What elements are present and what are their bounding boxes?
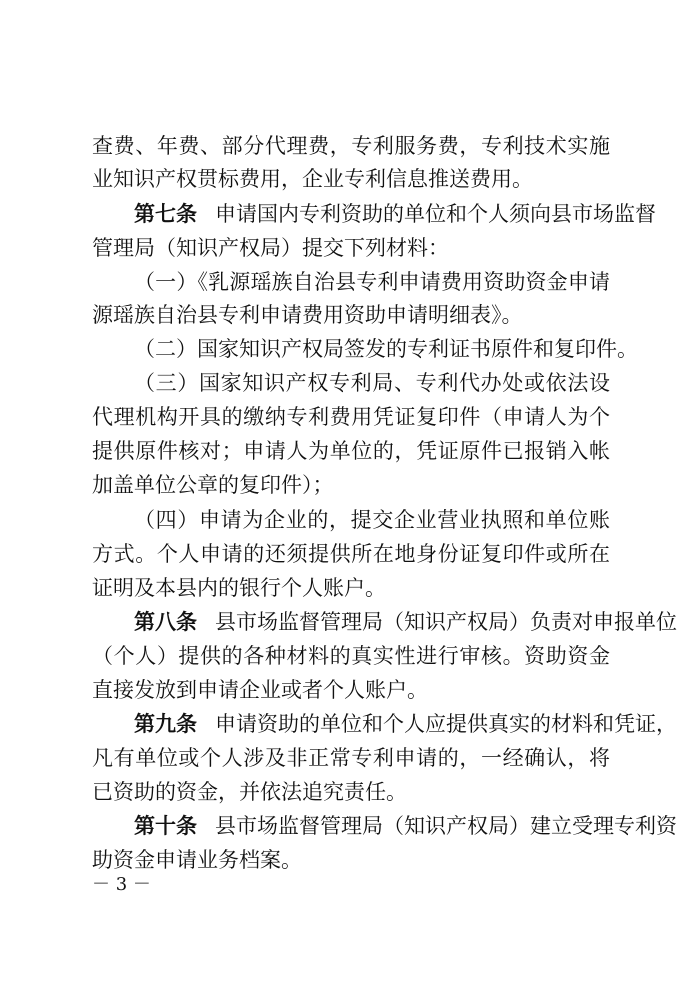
article-10-heading: 第十条 xyxy=(134,814,197,838)
paragraph-line: 方式。个人申请的还须提供所在地身份证复印件或所在 xyxy=(92,542,610,566)
paragraph-line: 提供原件核对；申请人为单位的，凭证原件已报销入帐 xyxy=(92,439,610,463)
paragraph-line: 证明及本县内的银行个人账户。 xyxy=(92,576,386,600)
paragraph-line: （三）国家知识产权专利局、专利代办处或依法设 xyxy=(134,371,610,395)
paragraph-line: 加盖单位公章的复印件）； xyxy=(92,473,334,497)
paragraph-line: 业知识产权贯标费用，企业专利信息推送费用。 xyxy=(92,167,533,191)
paragraph-line: （四）申请为企业的，提交企业营业执照和单位账 xyxy=(134,508,610,532)
paragraph-line: （一）《乳源瑶族自治县专利申请费用资助资金申请 xyxy=(134,270,610,294)
page-number: － 3 － xyxy=(92,874,151,895)
article-8-text: 县市场监督管理局（知识产权局）负责对申报单位 xyxy=(215,610,677,634)
paragraph-line: （二）国家知识产权局签发的专利证书原件和复印件。 xyxy=(134,337,638,361)
paragraph-line: 查费、年费、部分代理费，专利服务费，专利技术实施 xyxy=(92,134,610,158)
article-9-line xyxy=(134,712,677,736)
article-8-line xyxy=(134,610,677,634)
paragraph-line: 助资金申请业务档案。 xyxy=(92,848,302,872)
article-7-line xyxy=(134,202,656,226)
article-7-heading: 第七条 xyxy=(134,202,197,226)
article-7-text: 申请国内专利资助的单位和个人须向县市场监督 xyxy=(215,202,656,226)
article-10-line xyxy=(134,814,677,838)
article-9-heading: 第九条 xyxy=(134,712,197,736)
article-10-text: 县市场监督管理局（知识产权局）建立受理专利资 xyxy=(215,814,677,838)
article-8-heading: 第八条 xyxy=(134,610,197,634)
paragraph-line: 已资助的资金，并依法追究责任。 xyxy=(92,780,407,804)
paragraph-line: （个人）提供的各种材料的真实性进行审核。资助资金 xyxy=(92,644,610,668)
article-9-text: 申请资助的单位和个人应提供真实的材料和凭证， xyxy=(215,712,677,736)
paragraph-line: 凡有单位或个人涉及非正常专利申请的，一经确认，将 xyxy=(92,746,610,770)
paragraph-line: 源瑶族自治县专利申请费用资助申请明细表》。 xyxy=(92,303,523,327)
paragraph-line: 管理局（知识产权局）提交下列材料： xyxy=(92,236,449,260)
paragraph-line: 直接发放到申请企业或者个人账户。 xyxy=(92,678,428,702)
paragraph-line: 代理机构开具的缴纳专利费用凭证复印件（申请人为个 xyxy=(92,405,610,429)
